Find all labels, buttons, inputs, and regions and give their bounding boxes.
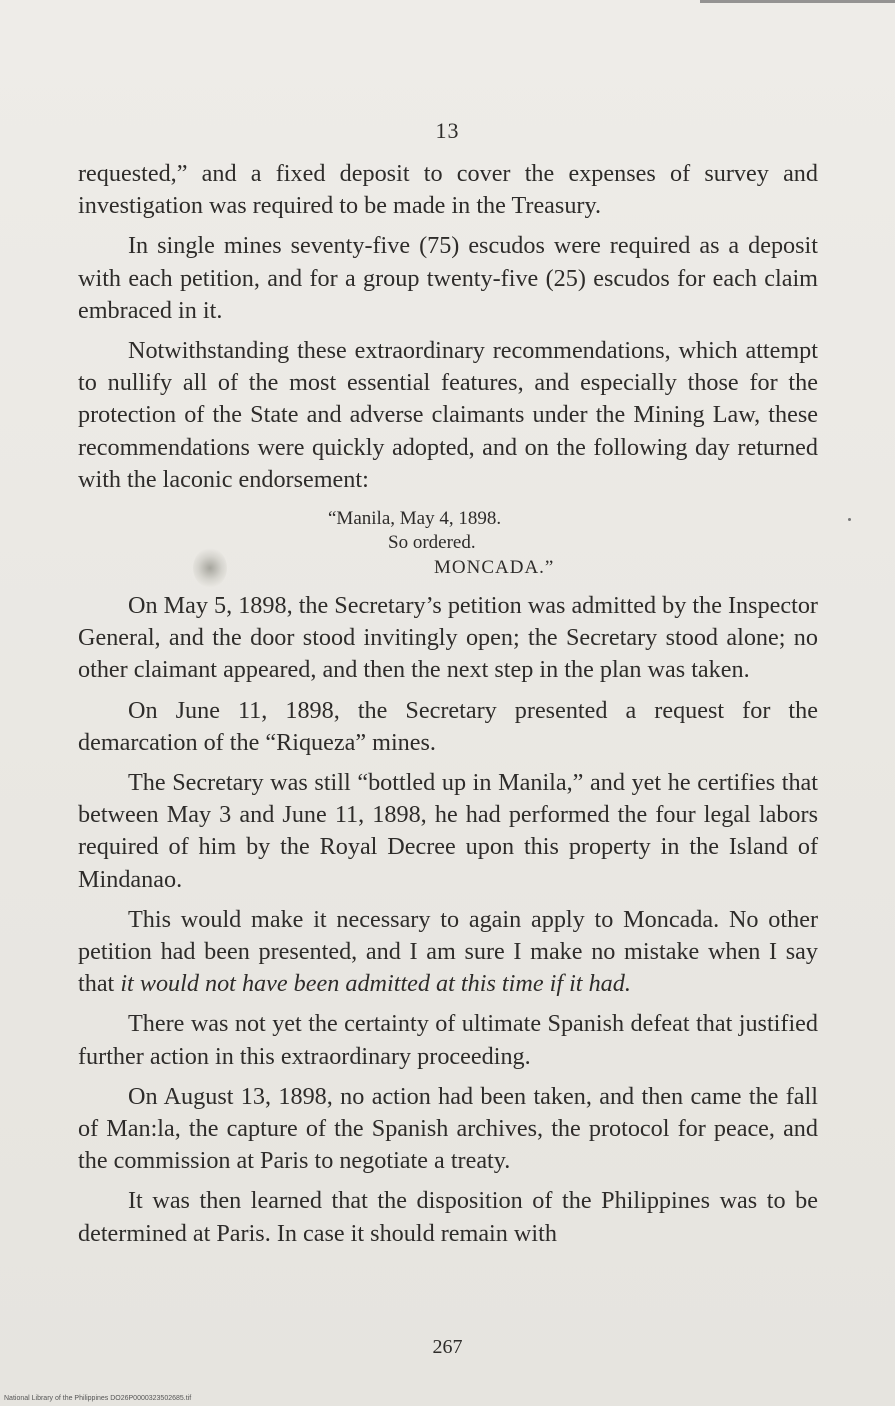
endorsement-date: “Manila, May 4, 1898. bbox=[328, 508, 502, 530]
italic-emphasis: it would not have been admitted at this time if it had. bbox=[120, 970, 631, 998]
endorsement-signature: MONCADA.” bbox=[434, 557, 555, 579]
paragraph: The Secretary was still “bottled up in Manila,” and yet he certifies that between May 3 and June 11, 1898, he had performed the four legal labors required of him by the Royal Decree upon this property in the Island of Mindanao. bbox=[78, 769, 818, 893]
paragraph-continued bbox=[78, 158, 818, 222]
paragraph: Notwithstanding these extraordinary recommendations, which attempt to nullify all of the most essential features, and especially those for the protection of the State and adverse claimants under the Mining Law, these recommendations were quickly adopted, and on the following day returned with the laconic endorsement: bbox=[78, 337, 818, 493]
paragraph: In single mines seventy-five (75) escudos were required as a deposit with each petition, and for a group twenty-five (25) escudos for each claim embraced in it. bbox=[78, 232, 818, 324]
ink-speck bbox=[848, 518, 851, 521]
ink-smudge bbox=[193, 548, 227, 588]
endorsement-order: So ordered. bbox=[388, 532, 476, 554]
paragraph bbox=[78, 904, 818, 1001]
paragraph-line: requested,” and a fixed deposit to cover the expenses of survey bbox=[78, 160, 769, 187]
page-number: 13 bbox=[435, 118, 460, 143]
paragraph: There was not yet the certainty of ultimate Spanish defeat that justified further action in this extraordinary proceeding. bbox=[78, 1010, 818, 1070]
scan-credit: National Library of the Philippines DO26P0000323502685.tif bbox=[4, 1395, 192, 1402]
paragraph-line: and investigation was required to be made in the Treasury. bbox=[78, 160, 818, 220]
scan-edge-rule bbox=[700, 0, 895, 3]
paragraph: On August 13, 1898, no action had been taken, and then came the fall of Man:la, the capture of the Spanish archives, the protocol for peace, and the commission at Paris to negotiate a treaty. bbox=[78, 1082, 818, 1175]
paragraph: It was then learned that the disposition of the Philippines was to be determined at Paris. In case it should remain with bbox=[78, 1187, 818, 1247]
endorsement-block bbox=[78, 504, 818, 582]
footer-page-number: 267 bbox=[432, 1336, 463, 1358]
paragraph: On June 11, 1898, the Secretary presented a request for the demarcation of the “Riqueza” mines. bbox=[78, 696, 818, 756]
body-text bbox=[78, 158, 818, 1258]
paragraph-text: This would make it necessary to again apply to Moncada. No other petition had been presented, and I am sure I make no mistake when I say that bbox=[78, 905, 818, 998]
paragraph: On May 5, 1898, the Secretary’s petition was admitted by the Inspector General, and the door stood invitingly open; the Secretary stood alone; no other claimant appeared, and then the next step in the plan was taken. bbox=[78, 592, 818, 684]
